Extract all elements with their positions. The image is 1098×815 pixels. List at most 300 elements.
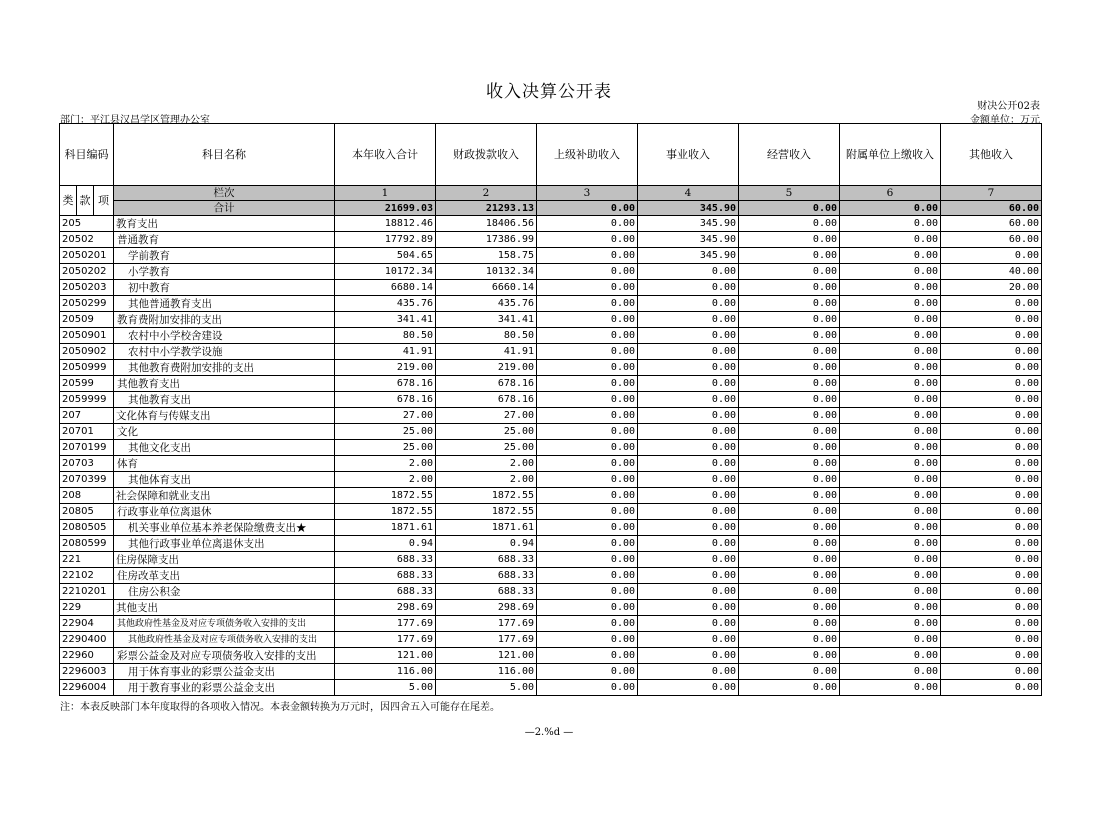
amount-cell: 0.00 — [638, 408, 739, 424]
table-row — [60, 648, 1042, 664]
amount-cell: 0.00 — [537, 616, 638, 632]
amount-cell: 0.94 — [436, 536, 537, 552]
amount-cell: 0.00 — [537, 328, 638, 344]
subject-code: 2050203 — [60, 280, 114, 296]
lanci-cell: 6 — [840, 186, 941, 201]
amount-cell: 0.00 — [537, 392, 638, 408]
amount-cell: 0.00 — [941, 504, 1042, 520]
amount-cell: 0.00 — [638, 280, 739, 296]
amount-cell: 0.00 — [537, 632, 638, 648]
amount-cell: 121.00 — [335, 648, 436, 664]
subject-name: 其他教育支出 — [114, 392, 335, 408]
amount-cell: 0.00 — [739, 488, 840, 504]
amount-cell: 0.00 — [537, 216, 638, 232]
subject-name: 普通教育 — [114, 232, 335, 248]
amount-cell: 0.00 — [638, 648, 739, 664]
subject-name: 其他政府性基金及对应专项债务收入安排的支出 — [114, 616, 335, 632]
amount-cell: 0.00 — [840, 680, 941, 696]
table-row — [60, 424, 1042, 440]
amount-cell: 0.00 — [537, 680, 638, 696]
amount-cell: 0.00 — [941, 664, 1042, 680]
amount-cell: 0.00 — [537, 584, 638, 600]
amount-cell: 0.00 — [638, 616, 739, 632]
amount-cell: 158.75 — [436, 248, 537, 264]
table-row — [60, 456, 1042, 472]
amount-cell: 0.00 — [739, 392, 840, 408]
header-fiscal-income: 财政拨款收入 — [436, 124, 537, 186]
amount-cell: 25.00 — [436, 424, 537, 440]
amount-cell: 0.00 — [537, 264, 638, 280]
table-row — [60, 376, 1042, 392]
header-other-income: 其他收入 — [941, 124, 1042, 186]
subject-name: 小学教育 — [114, 264, 335, 280]
amount-cell: 0.00 — [638, 328, 739, 344]
amount-cell: 25.00 — [335, 440, 436, 456]
amount-cell: 0.00 — [638, 296, 739, 312]
amount-cell: 1871.61 — [436, 520, 537, 536]
amount-cell: 0.00 — [537, 232, 638, 248]
table-row — [60, 568, 1042, 584]
subject-name: 住房公积金 — [114, 584, 335, 600]
amount-cell: 2.00 — [335, 456, 436, 472]
subject-code: 22904 — [60, 616, 114, 632]
subject-code: 2050902 — [60, 344, 114, 360]
amount-cell: 41.91 — [436, 344, 537, 360]
amount-cell: 0.00 — [739, 568, 840, 584]
table-row — [60, 392, 1042, 408]
amount-cell: 0.00 — [638, 264, 739, 280]
amount-cell: 116.00 — [436, 664, 537, 680]
subject-name: 住房保障支出 — [114, 552, 335, 568]
lanci-cell: 5 — [739, 186, 840, 201]
amount-cell: 0.00 — [941, 616, 1042, 632]
table-row — [60, 504, 1042, 520]
department-label: 部门：平江县汉昌学区管理办公室 — [60, 115, 210, 126]
subject-name: 文化体育与传媒支出 — [114, 408, 335, 424]
page-title: 收入决算公开表 — [486, 82, 612, 102]
amount-cell: 0.00 — [537, 600, 638, 616]
amount-cell: 0.00 — [840, 264, 941, 280]
amount-cell: 0.00 — [537, 280, 638, 296]
subject-name: 行政事业单位离退休 — [114, 504, 335, 520]
amount-cell: 678.16 — [436, 392, 537, 408]
lanci-cell: 3 — [537, 186, 638, 201]
amount-cell: 688.33 — [335, 584, 436, 600]
amount-cell: 0.00 — [739, 296, 840, 312]
subject-name: 其他普通教育支出 — [114, 296, 335, 312]
total-cell: 345.90 — [638, 201, 739, 216]
amount-cell: 0.00 — [941, 328, 1042, 344]
amount-cell: 0.00 — [739, 520, 840, 536]
amount-cell: 0.00 — [840, 552, 941, 568]
subject-name: 初中教育 — [114, 280, 335, 296]
subject-code: 2050201 — [60, 248, 114, 264]
amount-cell: 0.00 — [840, 488, 941, 504]
amount-cell: 0.00 — [638, 424, 739, 440]
amount-cell: 0.00 — [739, 312, 840, 328]
amount-cell: 0.00 — [537, 376, 638, 392]
amount-cell: 0.00 — [840, 392, 941, 408]
subject-code: 2296004 — [60, 680, 114, 696]
amount-cell: 5.00 — [436, 680, 537, 696]
amount-cell: 0.00 — [840, 456, 941, 472]
amount-cell: 1872.55 — [335, 504, 436, 520]
amount-cell: 60.00 — [941, 232, 1042, 248]
amount-cell: 0.00 — [941, 552, 1042, 568]
table-row — [60, 248, 1042, 264]
amount-cell: 0.00 — [638, 600, 739, 616]
table-row — [60, 232, 1042, 248]
header-operating-income: 经营收入 — [739, 124, 840, 186]
amount-cell: 688.33 — [335, 552, 436, 568]
amount-cell: 0.00 — [739, 232, 840, 248]
amount-cell: 435.76 — [335, 296, 436, 312]
amount-cell: 18812.46 — [335, 216, 436, 232]
amount-cell: 0.00 — [537, 296, 638, 312]
amount-cell: 0.00 — [638, 488, 739, 504]
amount-cell: 0.00 — [638, 536, 739, 552]
header-superior-subsidy: 上级补助收入 — [537, 124, 638, 186]
amount-cell: 0.00 — [739, 536, 840, 552]
amount-cell: 60.00 — [941, 216, 1042, 232]
amount-cell: 0.00 — [537, 552, 638, 568]
amount-cell: 40.00 — [941, 264, 1042, 280]
amount-cell: 678.16 — [335, 376, 436, 392]
subject-name: 其他行政事业单位离退休支出 — [114, 536, 335, 552]
amount-cell: 177.69 — [335, 616, 436, 632]
subject-name: 教育支出 — [114, 216, 335, 232]
total-cell: 0.00 — [537, 201, 638, 216]
amount-cell: 0.00 — [941, 248, 1042, 264]
amount-cell: 0.00 — [638, 392, 739, 408]
amount-cell: 0.00 — [739, 328, 840, 344]
subject-code: 205 — [60, 216, 114, 232]
amount-cell: 0.00 — [941, 312, 1042, 328]
amount-cell: 298.69 — [335, 600, 436, 616]
amount-cell: 27.00 — [335, 408, 436, 424]
page-number: —2.%d — — [524, 727, 574, 738]
amount-cell: 0.00 — [638, 568, 739, 584]
amount-cell: 219.00 — [436, 360, 537, 376]
amount-cell: 0.00 — [537, 568, 638, 584]
amount-cell: 0.00 — [537, 408, 638, 424]
amount-cell: 0.00 — [739, 648, 840, 664]
subject-name: 农村中小学校舍建设 — [114, 328, 335, 344]
amount-cell: 0.00 — [739, 600, 840, 616]
table-row — [60, 632, 1042, 648]
header-affiliate-income: 附属单位上缴收入 — [840, 124, 941, 186]
subject-code: 2059999 — [60, 392, 114, 408]
amount-cell: 0.00 — [941, 440, 1042, 456]
amount-cell: 0.00 — [941, 392, 1042, 408]
amount-cell: 0.00 — [840, 328, 941, 344]
amount-cell: 0.00 — [537, 488, 638, 504]
table-row — [60, 440, 1042, 456]
amount-cell: 6680.14 — [335, 280, 436, 296]
amount-cell: 18406.56 — [436, 216, 537, 232]
lanci-row — [60, 186, 1042, 201]
amount-cell: 0.00 — [840, 344, 941, 360]
amount-cell: 0.00 — [941, 456, 1042, 472]
amount-cell: 688.33 — [335, 568, 436, 584]
amount-cell: 0.00 — [739, 616, 840, 632]
amount-cell: 0.00 — [941, 424, 1042, 440]
amount-cell: 0.00 — [840, 232, 941, 248]
amount-cell: 0.00 — [840, 520, 941, 536]
amount-cell: 345.90 — [638, 232, 739, 248]
subject-code: 229 — [60, 600, 114, 616]
amount-cell: 219.00 — [335, 360, 436, 376]
amount-cell: 0.00 — [739, 552, 840, 568]
amount-cell: 0.00 — [941, 360, 1042, 376]
table-row — [60, 328, 1042, 344]
amount-cell: 27.00 — [436, 408, 537, 424]
amount-cell: 345.90 — [638, 248, 739, 264]
amount-cell: 688.33 — [436, 584, 537, 600]
amount-cell: 17386.99 — [436, 232, 537, 248]
amount-cell: 678.16 — [335, 392, 436, 408]
form-number: 财决公开02表 — [977, 101, 1040, 112]
amount-cell: 0.00 — [840, 280, 941, 296]
amount-cell: 0.00 — [537, 536, 638, 552]
amount-cell: 17792.89 — [335, 232, 436, 248]
subject-name: 其他文化支出 — [114, 440, 335, 456]
amount-cell: 0.00 — [739, 504, 840, 520]
amount-cell: 10132.34 — [436, 264, 537, 280]
amount-cell: 0.00 — [638, 504, 739, 520]
kind-lei: 类 — [60, 186, 77, 216]
subject-code: 2210201 — [60, 584, 114, 600]
amount-cell: 0.00 — [941, 472, 1042, 488]
amount-cell: 341.41 — [335, 312, 436, 328]
total-label: 合计 — [114, 201, 335, 216]
amount-cell: 0.00 — [941, 600, 1042, 616]
subject-name: 体育 — [114, 456, 335, 472]
amount-cell: 0.00 — [941, 488, 1042, 504]
amount-cell: 0.94 — [335, 536, 436, 552]
amount-cell: 0.00 — [840, 248, 941, 264]
amount-cell: 177.69 — [436, 632, 537, 648]
amount-cell: 0.00 — [739, 456, 840, 472]
table-row — [60, 344, 1042, 360]
total-cell: 60.00 — [941, 201, 1042, 216]
amount-cell: 0.00 — [638, 664, 739, 680]
amount-cell: 0.00 — [739, 680, 840, 696]
footnote: 注：本表反映部门本年度取得的各项收入情况。本表金额转换为万元时，因四舍五入可能存在尾差。 — [60, 702, 500, 713]
amount-cell: 0.00 — [739, 360, 840, 376]
amount-cell: 0.00 — [941, 344, 1042, 360]
total-cell: 21699.03 — [335, 201, 436, 216]
amount-cell: 678.16 — [436, 376, 537, 392]
amount-cell: 0.00 — [638, 440, 739, 456]
amount-cell: 2.00 — [436, 472, 537, 488]
lanci-cell: 2 — [436, 186, 537, 201]
amount-cell: 0.00 — [739, 248, 840, 264]
header-row — [60, 124, 1042, 186]
table-row — [60, 600, 1042, 616]
total-row — [60, 201, 1042, 216]
amount-cell: 0.00 — [941, 680, 1042, 696]
amount-cell: 20.00 — [941, 280, 1042, 296]
amount-cell: 0.00 — [739, 408, 840, 424]
amount-cell: 0.00 — [537, 424, 638, 440]
amount-cell: 116.00 — [335, 664, 436, 680]
amount-cell: 0.00 — [840, 216, 941, 232]
amount-cell: 0.00 — [537, 312, 638, 328]
subject-name: 教育费附加安排的支出 — [114, 312, 335, 328]
subject-code: 207 — [60, 408, 114, 424]
kind-xiang: 项 — [94, 186, 114, 216]
subject-name: 用于教育事业的彩票公益金支出 — [114, 680, 335, 696]
amount-cell: 0.00 — [840, 504, 941, 520]
kind-kuan: 款 — [77, 186, 94, 216]
subject-code: 20703 — [60, 456, 114, 472]
amount-cell: 0.00 — [840, 408, 941, 424]
table-row — [60, 520, 1042, 536]
amount-cell: 0.00 — [537, 248, 638, 264]
amount-cell: 0.00 — [638, 376, 739, 392]
amount-cell: 0.00 — [739, 584, 840, 600]
subject-name: 社会保障和就业支出 — [114, 488, 335, 504]
subject-code: 2080599 — [60, 536, 114, 552]
amount-cell: 0.00 — [941, 408, 1042, 424]
amount-cell: 0.00 — [537, 344, 638, 360]
amount-cell: 0.00 — [739, 376, 840, 392]
subject-code: 20805 — [60, 504, 114, 520]
amount-cell: 0.00 — [537, 472, 638, 488]
amount-cell: 1872.55 — [335, 488, 436, 504]
subject-code: 2070199 — [60, 440, 114, 456]
amount-cell: 0.00 — [941, 376, 1042, 392]
subject-name: 住房改革支出 — [114, 568, 335, 584]
subject-code: 20509 — [60, 312, 114, 328]
subject-name: 其他教育费附加安排的支出 — [114, 360, 335, 376]
amount-cell: 0.00 — [537, 440, 638, 456]
lanci-cell: 4 — [638, 186, 739, 201]
amount-cell: 0.00 — [840, 360, 941, 376]
amount-cell: 0.00 — [739, 424, 840, 440]
subject-name: 其他政府性基金及对应专项债务收入安排的支出 — [114, 632, 335, 648]
amount-cell: 0.00 — [638, 552, 739, 568]
table-row — [60, 584, 1042, 600]
amount-cell: 0.00 — [739, 632, 840, 648]
subject-code: 2290400 — [60, 632, 114, 648]
amount-cell: 177.69 — [335, 632, 436, 648]
total-cell: 21293.13 — [436, 201, 537, 216]
amount-cell: 10172.34 — [335, 264, 436, 280]
amount-cell: 0.00 — [840, 536, 941, 552]
header-total-income: 本年收入合计 — [335, 124, 436, 186]
table-row — [60, 664, 1042, 680]
amount-cell: 0.00 — [840, 648, 941, 664]
subject-code: 2080505 — [60, 520, 114, 536]
amount-cell: 25.00 — [335, 424, 436, 440]
subject-name: 用于体育事业的彩票公益金支出 — [114, 664, 335, 680]
header-code: 科目编码 — [60, 124, 114, 186]
header-name: 科目名称 — [114, 124, 335, 186]
amount-cell: 0.00 — [638, 360, 739, 376]
table-row — [60, 280, 1042, 296]
amount-cell: 0.00 — [739, 216, 840, 232]
amount-cell: 1872.55 — [436, 504, 537, 520]
table-row — [60, 296, 1042, 312]
amount-cell: 0.00 — [638, 632, 739, 648]
amount-cell: 0.00 — [739, 280, 840, 296]
amount-cell: 0.00 — [840, 376, 941, 392]
amount-cell: 0.00 — [638, 472, 739, 488]
subject-code: 2296003 — [60, 664, 114, 680]
amount-cell: 0.00 — [840, 312, 941, 328]
amount-cell: 0.00 — [941, 568, 1042, 584]
lanci-cell: 7 — [941, 186, 1042, 201]
table-row — [60, 408, 1042, 424]
amount-cell: 0.00 — [840, 424, 941, 440]
amount-cell: 0.00 — [941, 296, 1042, 312]
subject-name: 文化 — [114, 424, 335, 440]
amount-cell: 0.00 — [840, 296, 941, 312]
amount-cell: 688.33 — [436, 568, 537, 584]
amount-cell: 0.00 — [840, 472, 941, 488]
subject-name: 其他支出 — [114, 600, 335, 616]
amount-cell: 0.00 — [537, 664, 638, 680]
amount-cell: 80.50 — [335, 328, 436, 344]
table-row — [60, 216, 1042, 232]
subject-code: 208 — [60, 488, 114, 504]
subject-code: 2070399 — [60, 472, 114, 488]
amount-cell: 80.50 — [436, 328, 537, 344]
amount-cell: 0.00 — [739, 472, 840, 488]
amount-cell: 0.00 — [537, 360, 638, 376]
subject-code: 20701 — [60, 424, 114, 440]
amount-cell: 435.76 — [436, 296, 537, 312]
amount-cell: 0.00 — [840, 664, 941, 680]
table-row — [60, 680, 1042, 696]
header-business-income: 事业收入 — [638, 124, 739, 186]
amount-cell: 0.00 — [840, 440, 941, 456]
subject-code: 2050999 — [60, 360, 114, 376]
table-row — [60, 552, 1042, 568]
amount-cell: 0.00 — [941, 536, 1042, 552]
amount-cell: 504.65 — [335, 248, 436, 264]
amount-cell: 0.00 — [840, 568, 941, 584]
amount-cell: 0.00 — [537, 648, 638, 664]
amount-cell: 0.00 — [941, 584, 1042, 600]
table-body — [60, 124, 1042, 696]
amount-cell: 0.00 — [739, 664, 840, 680]
amount-cell: 0.00 — [638, 584, 739, 600]
amount-cell: 0.00 — [638, 344, 739, 360]
subject-code: 20502 — [60, 232, 114, 248]
subject-code: 20599 — [60, 376, 114, 392]
amount-cell: 177.69 — [436, 616, 537, 632]
subject-name: 机关事业单位基本养老保险缴费支出★ — [114, 520, 335, 536]
amount-cell: 1871.61 — [335, 520, 436, 536]
table-row — [60, 488, 1042, 504]
amount-cell: 0.00 — [638, 312, 739, 328]
amount-cell: 0.00 — [537, 520, 638, 536]
table-row — [60, 616, 1042, 632]
subject-name: 其他教育支出 — [114, 376, 335, 392]
amount-cell: 0.00 — [739, 344, 840, 360]
table-row — [60, 360, 1042, 376]
amount-cell: 0.00 — [537, 456, 638, 472]
amount-cell: 341.41 — [436, 312, 537, 328]
amount-cell: 0.00 — [840, 584, 941, 600]
amount-cell: 1872.55 — [436, 488, 537, 504]
subject-name: 彩票公益金及对应专项债务收入安排的支出 — [114, 648, 335, 664]
subject-name: 学前教育 — [114, 248, 335, 264]
amount-cell: 41.91 — [335, 344, 436, 360]
